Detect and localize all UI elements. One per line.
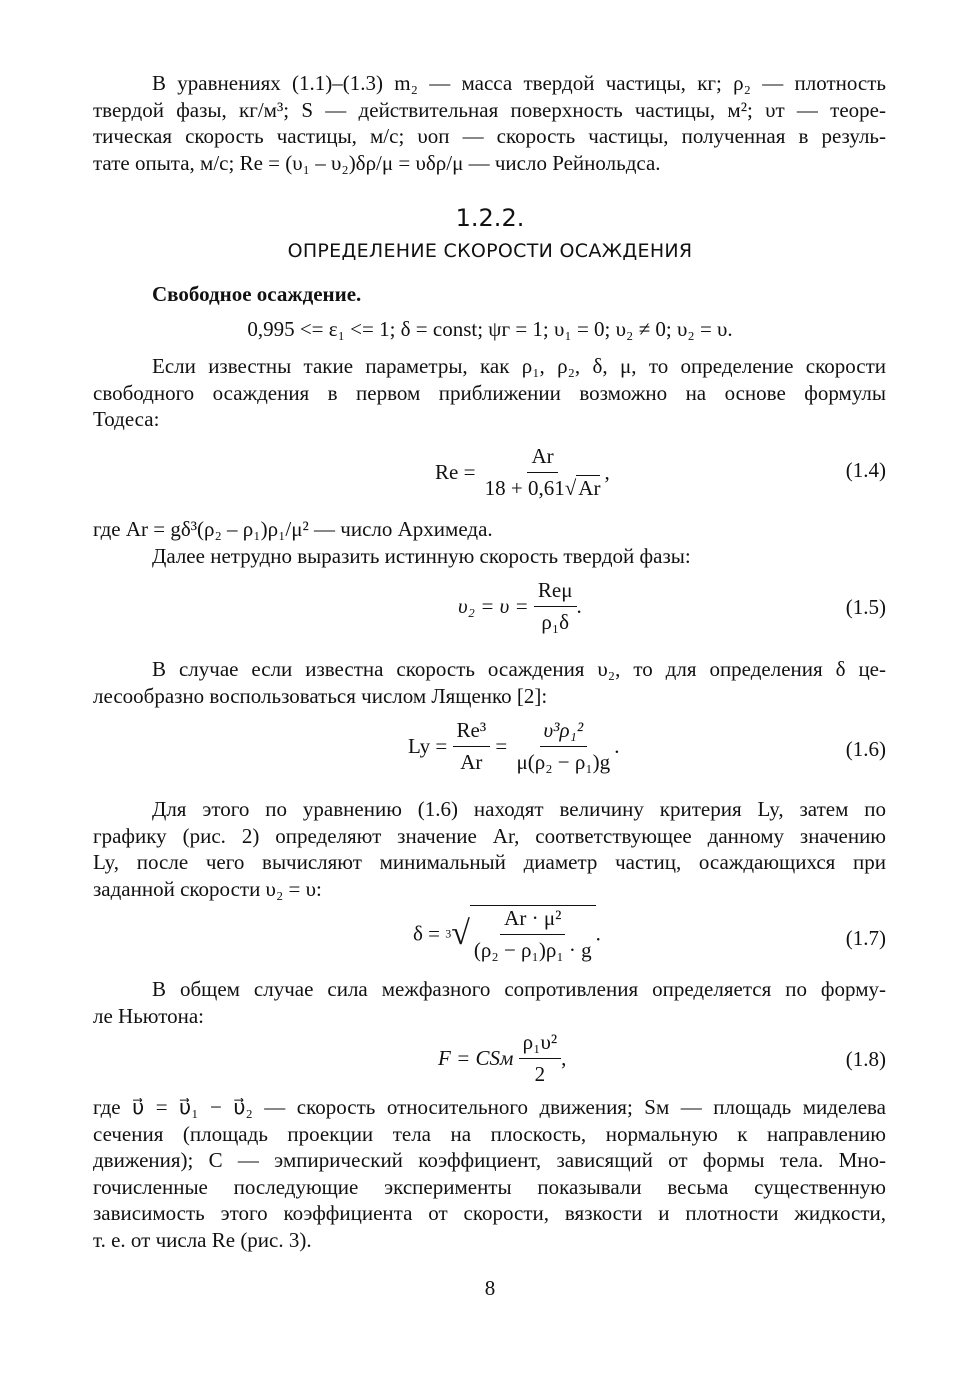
eq-lhs: Re = xyxy=(435,460,476,484)
eq-numerator: Re³ xyxy=(453,718,491,747)
eq-denominator: Ar xyxy=(460,750,483,774)
equation-1-4 xyxy=(93,444,886,504)
text-line: Ly, после чего вычисляют минимальный диаметр частиц, осаждающихся при xyxy=(93,850,886,874)
paragraph-todes xyxy=(93,353,886,433)
eq-numerator: Ar · μ² xyxy=(500,906,565,935)
text-line: где υ⃗ = υ⃗₁ − υ⃗₂ — скорость относительного движения; Sм — площадь миделева xyxy=(93,1095,886,1119)
sqrt-sign: √ xyxy=(564,476,577,500)
text-line: лесообразно воспользоваться числом Лященко [2]: xyxy=(93,683,548,708)
eq-fraction xyxy=(453,718,491,775)
root-index: 3 xyxy=(445,926,452,941)
section-number: 1.2.2. xyxy=(455,204,525,232)
equation-1-7 xyxy=(93,905,886,971)
text-line: В общем случае сила межфазного сопротивления определяется по форму- xyxy=(152,977,886,1001)
root-sign: √ xyxy=(451,915,470,952)
text-line: В случае если известна скорость осаждения υ₂, то для определения δ це- xyxy=(152,657,886,681)
text-line: тическая скорость частицы, м/с; υоп — скорость частицы, полученная в резуль- xyxy=(93,124,886,148)
equation-number: (1.6) xyxy=(845,737,886,761)
eq-fraction xyxy=(534,578,577,635)
equation-number: (1.5) xyxy=(845,595,886,619)
text-line: заданной скорости υ₂ = υ: xyxy=(93,876,322,901)
eq-denominator xyxy=(481,473,605,501)
eq-tail: . xyxy=(595,921,601,946)
paragraph-archimedes xyxy=(93,516,886,543)
eq-denominator: 2 xyxy=(534,1062,546,1086)
paragraph-newton xyxy=(93,976,886,1029)
eq-denominator: (ρ₂ − ρ₁)ρ₁ · g xyxy=(473,938,592,962)
eq-tail: . xyxy=(576,594,582,618)
equation-1-5 xyxy=(93,578,886,638)
eq-tail: . xyxy=(614,734,620,758)
equation-number: (1.7) xyxy=(845,926,886,950)
text-line: ле Ньютона: xyxy=(93,1003,204,1028)
eq-lhs: δ = xyxy=(413,921,440,946)
text-line: зависимость этого коэффициента от скорости, вязкости и плотности жидкости, xyxy=(93,1201,886,1225)
page-number: 8 xyxy=(484,1276,496,1300)
eq-lhs: Ly = xyxy=(408,734,448,758)
equation-number: (1.4) xyxy=(845,458,886,482)
equation-number: (1.8) xyxy=(845,1047,886,1071)
eq-numerator: υ³ρ₁² xyxy=(540,718,588,747)
eq-numerator: Ar xyxy=(527,444,557,473)
eq-fraction xyxy=(512,718,614,775)
eq-lhs: υ₂ = υ = xyxy=(458,594,529,618)
text-line: графику (рис. 2) определяют значение Ar, соответствующее данному значению xyxy=(93,823,886,848)
eq-denominator: μ(ρ₂ − ρ₁)g xyxy=(516,750,611,774)
eq-fraction xyxy=(519,1030,562,1087)
eq-numerator: ρ₁υ² xyxy=(519,1030,562,1059)
eq-lhs: F = CSм xyxy=(438,1046,514,1070)
equation-1-6 xyxy=(93,718,886,780)
paragraph-variables xyxy=(93,70,886,176)
eq-tail: , xyxy=(561,1046,567,1070)
eq-fraction xyxy=(470,905,596,963)
eq-den-root: Ar xyxy=(578,476,601,500)
paragraph-lyashchenko xyxy=(93,656,886,709)
text-line: движения); C — эмпирический коэффициент, зависящий от формы тела. Мно- xyxy=(93,1148,886,1172)
eq-denominator: ρ₁δ xyxy=(541,610,570,634)
section-title: ОПРЕДЕЛЕНИЕ СКОРОСТИ ОСАЖДЕНИЯ xyxy=(287,240,693,262)
text-line: сечения (площадь проекции тела на плоскость, нормальную к направлению xyxy=(93,1121,886,1146)
text-line: свободного осаждения в первом приближении возможно на основе формулы xyxy=(93,380,886,405)
text-line: Тодеса: xyxy=(93,407,160,431)
text-line: Далее нетрудно выразить истинную скорость твердой фазы: xyxy=(152,544,691,568)
text-line: где Ar = gδ³(ρ₂ – ρ₁)ρ₁/μ² — число Архимеда. xyxy=(93,517,493,541)
text-line: тате опыта, м/с; Re = (υ₁ – υ₂)δρ/μ = υδρ/μ — число Рейнольдса. xyxy=(93,150,661,175)
paragraph-midsection xyxy=(93,1094,886,1253)
text-line: т. е. от числа Re (рис. 3). xyxy=(93,1227,312,1252)
conditions-line: 0,995 <= ε₁ <= 1; δ = const; ψг = 1; υ₁ = 0; υ₂ ≠ 0; υ₂ = υ. xyxy=(247,317,733,341)
eq-equals: = xyxy=(495,734,508,758)
text-line: В уравнениях (1.1)–(1.3) m₂ — масса твердой частицы, кг; ρ₂ — плотность xyxy=(152,71,886,95)
text-line: Если известны такие параметры, как ρ₁, ρ₂, δ, μ, то определение скорости xyxy=(152,354,886,378)
eq-numerator: Reμ xyxy=(534,578,577,607)
eq-tail: , xyxy=(604,460,610,484)
text-line: Для этого по уравнению (1.6) находят величину критерия Ly, затем по xyxy=(152,797,886,821)
paragraph-velocity xyxy=(93,543,886,570)
eq-fraction xyxy=(481,444,605,501)
eq-den-part: 18 + 0,61 xyxy=(484,476,565,500)
text-line: гочисленные последующие эксперименты показывали весьма существенную xyxy=(93,1174,886,1199)
subheading: Свободное осаждение. xyxy=(152,282,362,306)
text-line: твердой фазы, кг/м³; S — действительная поверхность частицы, м²; υт — теоре- xyxy=(93,97,886,122)
paragraph-procedure xyxy=(93,796,886,902)
equation-1-8 xyxy=(93,1030,886,1090)
